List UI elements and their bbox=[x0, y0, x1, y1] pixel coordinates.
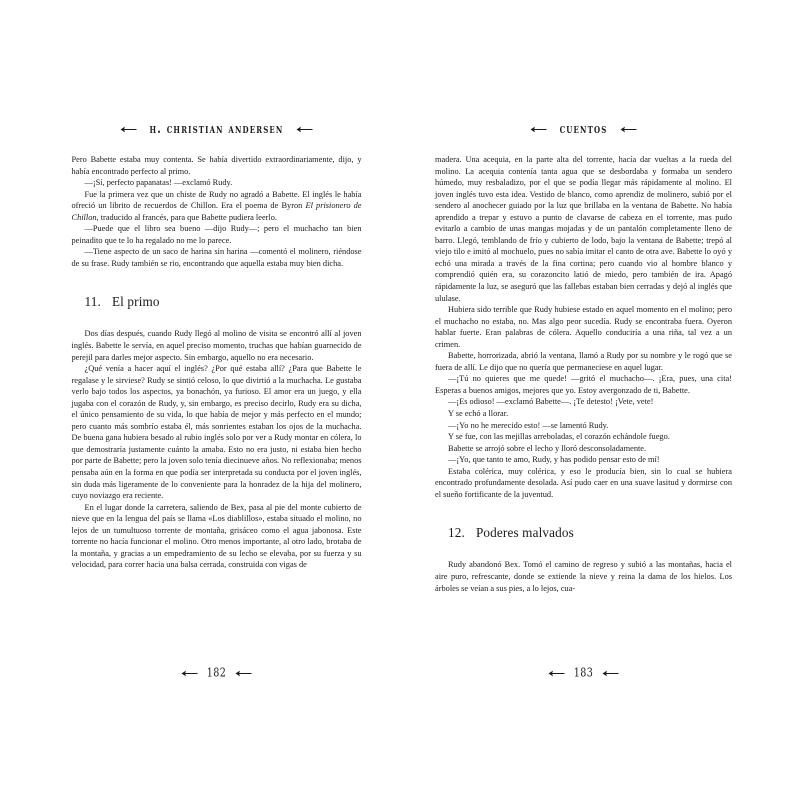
italic-book-title: El prisionero de Chillon bbox=[71, 201, 362, 222]
paragraph-with-italic-title: Fue la primera vez que un chiste de Rudy no agradó a Babette. El inglés le había ofreció un librito de recuerdos de Chillon. Era el poema de Byron El prisionero de Chillon, traducido al francés, para que Babette pudiera leerlo. bbox=[71, 189, 362, 222]
chapter-spacer bbox=[72, 310, 362, 328]
paragraph: —Puede que el libro sea bueno —dijo Rudy—; pero el muchacho tan bien peinadito que te lo ha regalado no me lo parece. bbox=[71, 224, 362, 245]
left-arrow-ornament-icon bbox=[620, 126, 637, 133]
paragraph: —¡Es odioso! —exclamó Babette—. ¡Te detesto! ¡Vete, vete! bbox=[448, 397, 654, 407]
left-running-head-title: h. christian andersen bbox=[149, 121, 284, 137]
right-running-head bbox=[411, 118, 756, 140]
chapter-title: El primo bbox=[111, 294, 160, 310]
right-page bbox=[411, 0, 756, 800]
paragraph: —Tiene aspecto de un saco de harina sin harina —comentó el molinero, riéndose de su frase. Rudy también se rio, encontrando que aquella estaba muy bien dicha. bbox=[71, 247, 362, 268]
chapter-title: Poderes malvados bbox=[475, 525, 574, 541]
left-arrow-ornament-icon bbox=[296, 126, 313, 133]
page-number: 183 bbox=[573, 666, 594, 681]
chapter-spacer bbox=[72, 269, 362, 294]
chapter-spacer bbox=[435, 500, 732, 525]
paragraph: Dos días después, cuando Rudy llegó al molino de visita se encontró allí al joven inglés. Babette le servía, en aquel preciso momento, truchas que habían guarnecido de perejil para darles mejor aspecto. Sin embargo, aquello no era necesario. bbox=[71, 329, 362, 362]
paragraph: —¡Sí, perfecto papanatas! —exclamó Rudy. bbox=[84, 178, 233, 188]
paragraph: Hubiera sido terrible que Rudy hubiese estado en aquel momento en el molino; pero el muchacho no estaba, no. Mas algo peor sucedía. Rudy se encontraba fuera. Oyeron hablar fuerte. Eran palabras de cólera. Aquello conduciría a una riña, tal vez a un crimen. bbox=[435, 305, 732, 349]
paragraph: En el lugar donde la carretera, saliendo de Bex, pasa al pie del monte cubierto de nieve que en la lengua del país se llama «Los diablillos», estaba situado el molino, no lejos de un tumultuoso torrente de montaña, grisáceo como el agua jabonosa. Este torrente no hacía funcionar el molino. Otro menos importante, al otro lado, brotaba de la montaña, y gracias a un empedramiento de su lecho se elevaba, por su fuerza y su velocidad, para correr hacia una balsa cerrada, construida con vigas de bbox=[71, 502, 362, 570]
paragraph: Pero Babette estaba muy contenta. Se había divertido extraordinariamente, dijo, y había encontrado perfecto al primo. bbox=[71, 155, 362, 176]
right-running-head-title: cuentos bbox=[559, 121, 608, 137]
left-arrow-ornament-icon bbox=[548, 670, 565, 677]
paragraph: Rudy abandonó Bex. Tomó el camino de regreso y subió a las montañas, hacia el aire puro, refrescante, donde se extiende la nieve y reina la dama de los hielos. Los árboles se veían a sus pies, a lo lejos, cua- bbox=[435, 560, 732, 593]
paragraph: —¡Tú no quieres que me quede! —gritó el muchacho—. ¡Era, pues, una cita! Esperas a buenos amigos, mejores que yo. Estoy avergonzado de ti, Babette. bbox=[435, 374, 732, 395]
paragraph: —¡Yo no he merecido esto! —se lamentó Rudy. bbox=[448, 420, 609, 430]
chapter-heading bbox=[435, 525, 732, 541]
chapter-spacer bbox=[435, 541, 732, 559]
left-running-head bbox=[44, 118, 389, 140]
paragraph: Estaba colérica, muy colérica, y eso le producía bien, sin lo cual se hubiera encontrado profundamente desolada. Así pudo caer en una suave lasitud y dormirse con el sueño fortificante de la juventud. bbox=[435, 466, 732, 499]
page-number: 182 bbox=[206, 666, 227, 681]
paragraph: Y se echó a llorar. bbox=[448, 409, 509, 419]
right-page-textblock bbox=[435, 154, 732, 594]
paragraph: madera. Una acequia, en la parte alta del torrente, hacía dar vueltas a la rueda del molino. La acequia contenía tanta agua que se desbordaba y formaba un sendero húmedo, muy resbaladizo, por el que se podía llegar más rápidamente al molino. El joven inglés tuvo esta idea. Vestido de blanco, como aprendiz de molinero, subió por el sendero al anochecer guiado por la luz que brillaba en la ventana de Babette. No había aprendido a trepar y estuvo a punto de clavarse de cabeza en el torrente, mas pudo evitarlo a cambio de unas mangas mojadas y de un pantalón completamente lleno de barro. Llegó, temblando de frío y cubierto de lodo, bajo la ventana de Babette; trepó al viejo tilo e imitó al mochuelo, pues no sabía imitar el canto de otra ave. Babette lo oyó y echó una mirada a través de la fina cortina; pero cuando vio al hombre blanco y comprendió quién era, su corazoncito latió de miedo, pero también de ira. Apagó rápidamente la luz, se aseguró que las fallebas estaban bien cerradas y dejó al inglés que ululase. bbox=[435, 155, 732, 303]
paragraph: Babette se arrojó sobre el lecho y lloró desconsoladamente. bbox=[448, 443, 647, 453]
left-arrow-ornament-icon bbox=[235, 670, 252, 677]
left-page bbox=[44, 0, 389, 800]
left-arrow-ornament-icon bbox=[602, 670, 619, 677]
paragraph: ¿Qué venía a hacer aquí el inglés? ¿Por qué estaba allí? ¿Para que Babette le regalase y le sirviese? Rudy se sintió celoso, lo que divirtió a la muchacha. Le gustaba verlo bajo todos los aspectos, ya bonachón, ya furioso. El amor era un juego, y ella jugaba con el corazón de Rudy, y, sin embargo, es preciso decirlo, Rudy era su dicha, el único pensamiento de su vida, lo que había de mejor y más perfecto en el mundo; pero cuanto más sombrío estaba él, más sonrientes estaban los ojos de la muchacha. De buena gana hubiera besado al rubio inglés solo por ver a Rudy montar en cólera, lo que demostraría justamente cuánto la amaba. Esto no era justo, ni estaba bien hecho por parte de Babette; pero la joven solo tenía diecinueve años. No reflexionaba; menos pensaba aún en la forma en que podía ser interpretada su conducta por el joven inglés, sin duda más ligeramente de lo conveniente para la honradez de la hija del molinero, cuyo noviazgo era reciente. bbox=[71, 364, 362, 501]
paragraph: Y se fue, con las mejillas arreboladas, el corazón echándole fuego. bbox=[448, 432, 670, 442]
paragraph: Babette, horrorizada, abrió la ventana, llamó a Rudy por su nombre y le rogó que se fuera de allí. Le dijo que no quería que permaneciese en aquel lugar. bbox=[435, 351, 732, 372]
chapter-heading bbox=[72, 294, 362, 310]
left-arrow-ornament-icon bbox=[530, 126, 547, 133]
left-folio bbox=[44, 668, 389, 679]
right-folio bbox=[411, 668, 756, 679]
chapter-number: 12. bbox=[448, 525, 465, 541]
left-arrow-ornament-icon bbox=[120, 126, 137, 133]
chapter-number: 11. bbox=[84, 294, 101, 310]
left-page-textblock bbox=[72, 154, 362, 571]
paragraph: —¡Yo, que tanto te amo, Rudy, y has podido pensar esto de mí! bbox=[448, 455, 660, 465]
left-arrow-ornament-icon bbox=[181, 670, 198, 677]
